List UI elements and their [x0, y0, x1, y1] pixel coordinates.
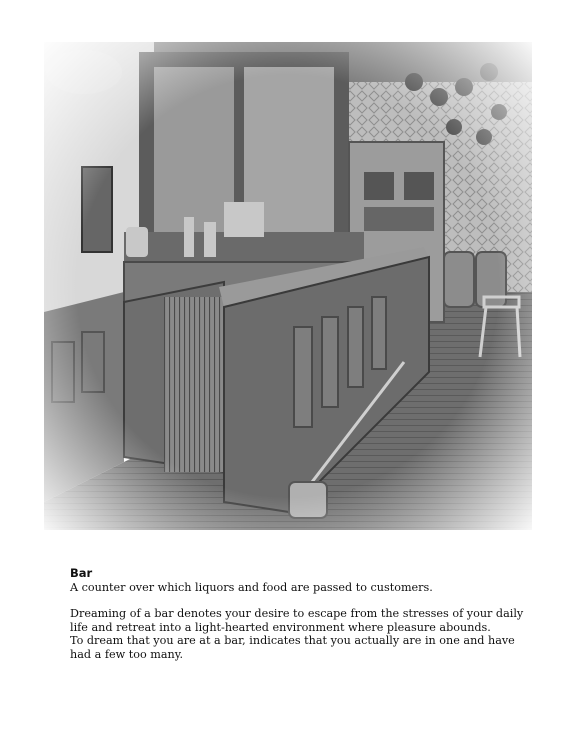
- interpretation-line: life and retreat into a light-hearted environment where pleasure abounds.: [70, 620, 491, 634]
- entry-term: Bar: [70, 566, 93, 580]
- paragraph-gap: [70, 594, 530, 607]
- interpretation-line: To dream that you are at a bar, indicates that you actually are in one and have: [70, 634, 515, 647]
- dictionary-entry: [70, 567, 530, 661]
- saloon-bar-photo-icon: [44, 42, 532, 530]
- entry-definition: A counter over which liquors and food are passed to customers.: [70, 580, 433, 594]
- interpretation-line: had a few too many.: [70, 647, 184, 661]
- interpretation-line: Dreaming of a bar denotes your desire to escape from the stresses of your daily: [70, 607, 524, 620]
- bar-photo: [44, 42, 532, 530]
